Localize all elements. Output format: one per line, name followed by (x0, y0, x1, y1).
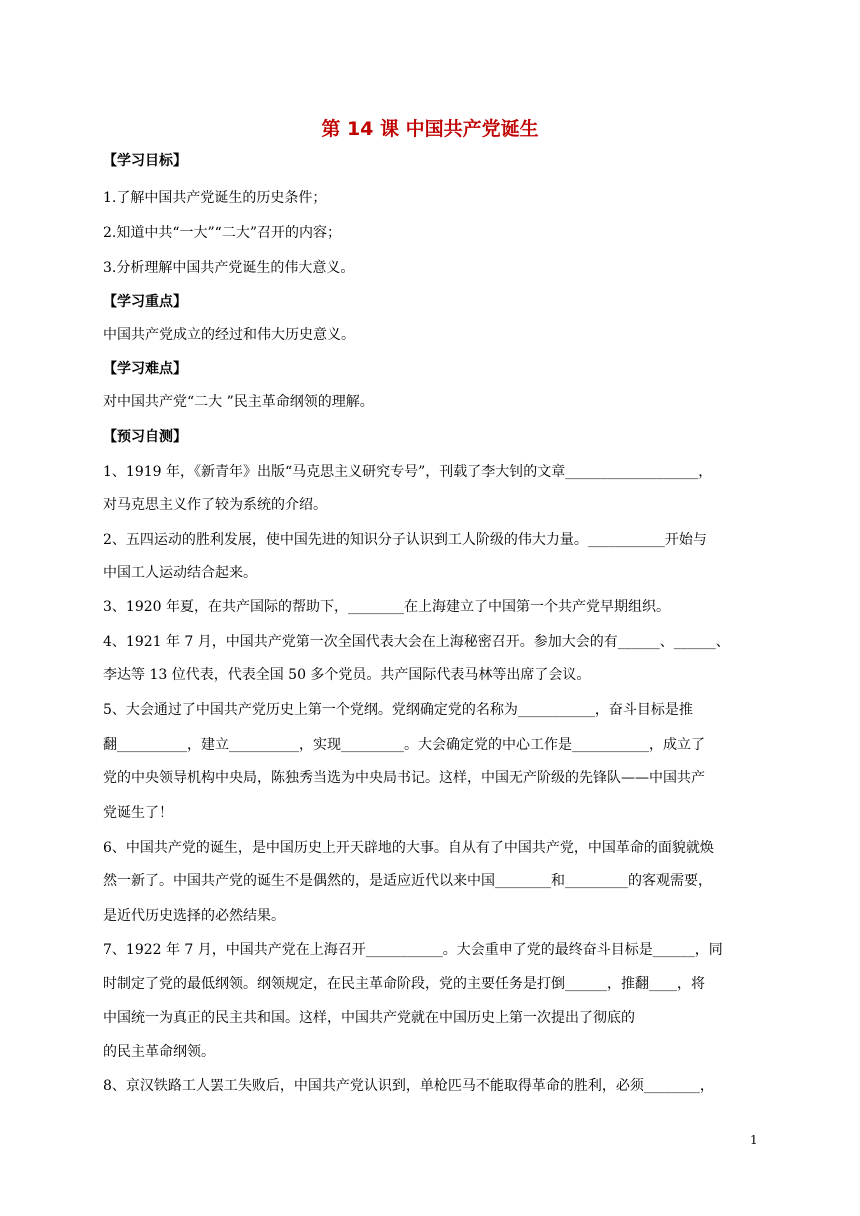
question-line: 党的中央领导机构中央局，陈独秀当选为中央局书记。这样，中国无产阶级的先锋队——中国共产 (103, 770, 705, 786)
question-line: 1、1919 年，《新青年》出版“马克思主义研究专号”，刊载了李大钊的文章___________________， (103, 464, 713, 480)
question-line: 4、1921 年 7 月，中国共产党第一次全国代表大会在上海秘密召开。参加大会的有______、______、 (103, 634, 730, 650)
question-line: 党诞生了！ (103, 805, 173, 821)
keypoint-header: 【学习重点】 (103, 294, 187, 310)
keypoint-text: 中国共产党成立的经过和伟大历史意义。 (103, 327, 355, 343)
question-line: 中国工人运动结合起来。 (103, 565, 257, 581)
goals-header: 【学习目标】 (103, 153, 187, 169)
goal-item: 2.知道中共“一大”“二大”召开的内容； (103, 225, 341, 241)
question-line: 中国统一为真正的民主共和国。这样，中国共产党就在中国历史上第一次提出了彻底的 (103, 1010, 635, 1026)
question-line: 然一新了。中国共产党的诞生不是偶然的，是适应近代以来中国________和_________的客观需要， (103, 873, 712, 889)
goal-item: 1.了解中国共产党诞生的历史条件； (103, 190, 327, 206)
question-line: 翻__________，建立__________，实现_________。大会确定党的中心工作是___________，成立了 (103, 737, 705, 753)
question-line: 是近代历史选择的必然结果。 (103, 908, 285, 924)
question-line: 李达等 13 位代表，代表全国 50 多个党员。共产国际代表马林等出席了会议。 (103, 667, 591, 683)
question-line: 的民主革命纲领。 (103, 1044, 215, 1060)
question-line: 5、大会通过了中国共产党历史上第一个党纲。党纲确定党的名称为___________，奋斗目标是推 (103, 702, 693, 718)
goal-item: 3.分析理解中国共产党诞生的伟大意义。 (103, 260, 355, 276)
question-line: 对马克思主义作了较为系统的介绍。 (103, 497, 327, 513)
question-line: 8、京汉铁路工人罢工失败后，中国共产党认识到，单枪匹马不能取得革命的胜利，必须________， (103, 1078, 714, 1094)
lesson-title: 第 14 课 中国共产党诞生 (321, 118, 539, 140)
difficulty-text: 对中国共产党“二大 ”民主革命纲领的理解。 (103, 394, 374, 410)
preview-header: 【预习自测】 (103, 429, 187, 445)
difficulty-header: 【学习难点】 (103, 361, 187, 377)
question-line: 时制定了党的最低纲领。纲领规定，在民主革命阶段，党的主要任务是打倒______，推翻____，将 (103, 976, 705, 992)
question-line: 6、中国共产党的诞生，是中国历史上开天辟地的大事。自从有了中国共产党，中国革命的面貌就焕 (103, 840, 714, 856)
question-line: 3、1920 年夏，在共产国际的帮助下，________在上海建立了中国第一个共产党早期组织。 (103, 599, 670, 615)
page-number: 1 (750, 1133, 758, 1147)
question-line: 7、1922 年 7 月，中国共产党在上海召开___________。大会重申了党的最终奋斗目标是______，同 (103, 942, 723, 958)
question-line: 2、五四运动的胜利发展，使中国先进的知识分子认识到工人阶级的伟大力量。___________开始与 (103, 532, 707, 548)
